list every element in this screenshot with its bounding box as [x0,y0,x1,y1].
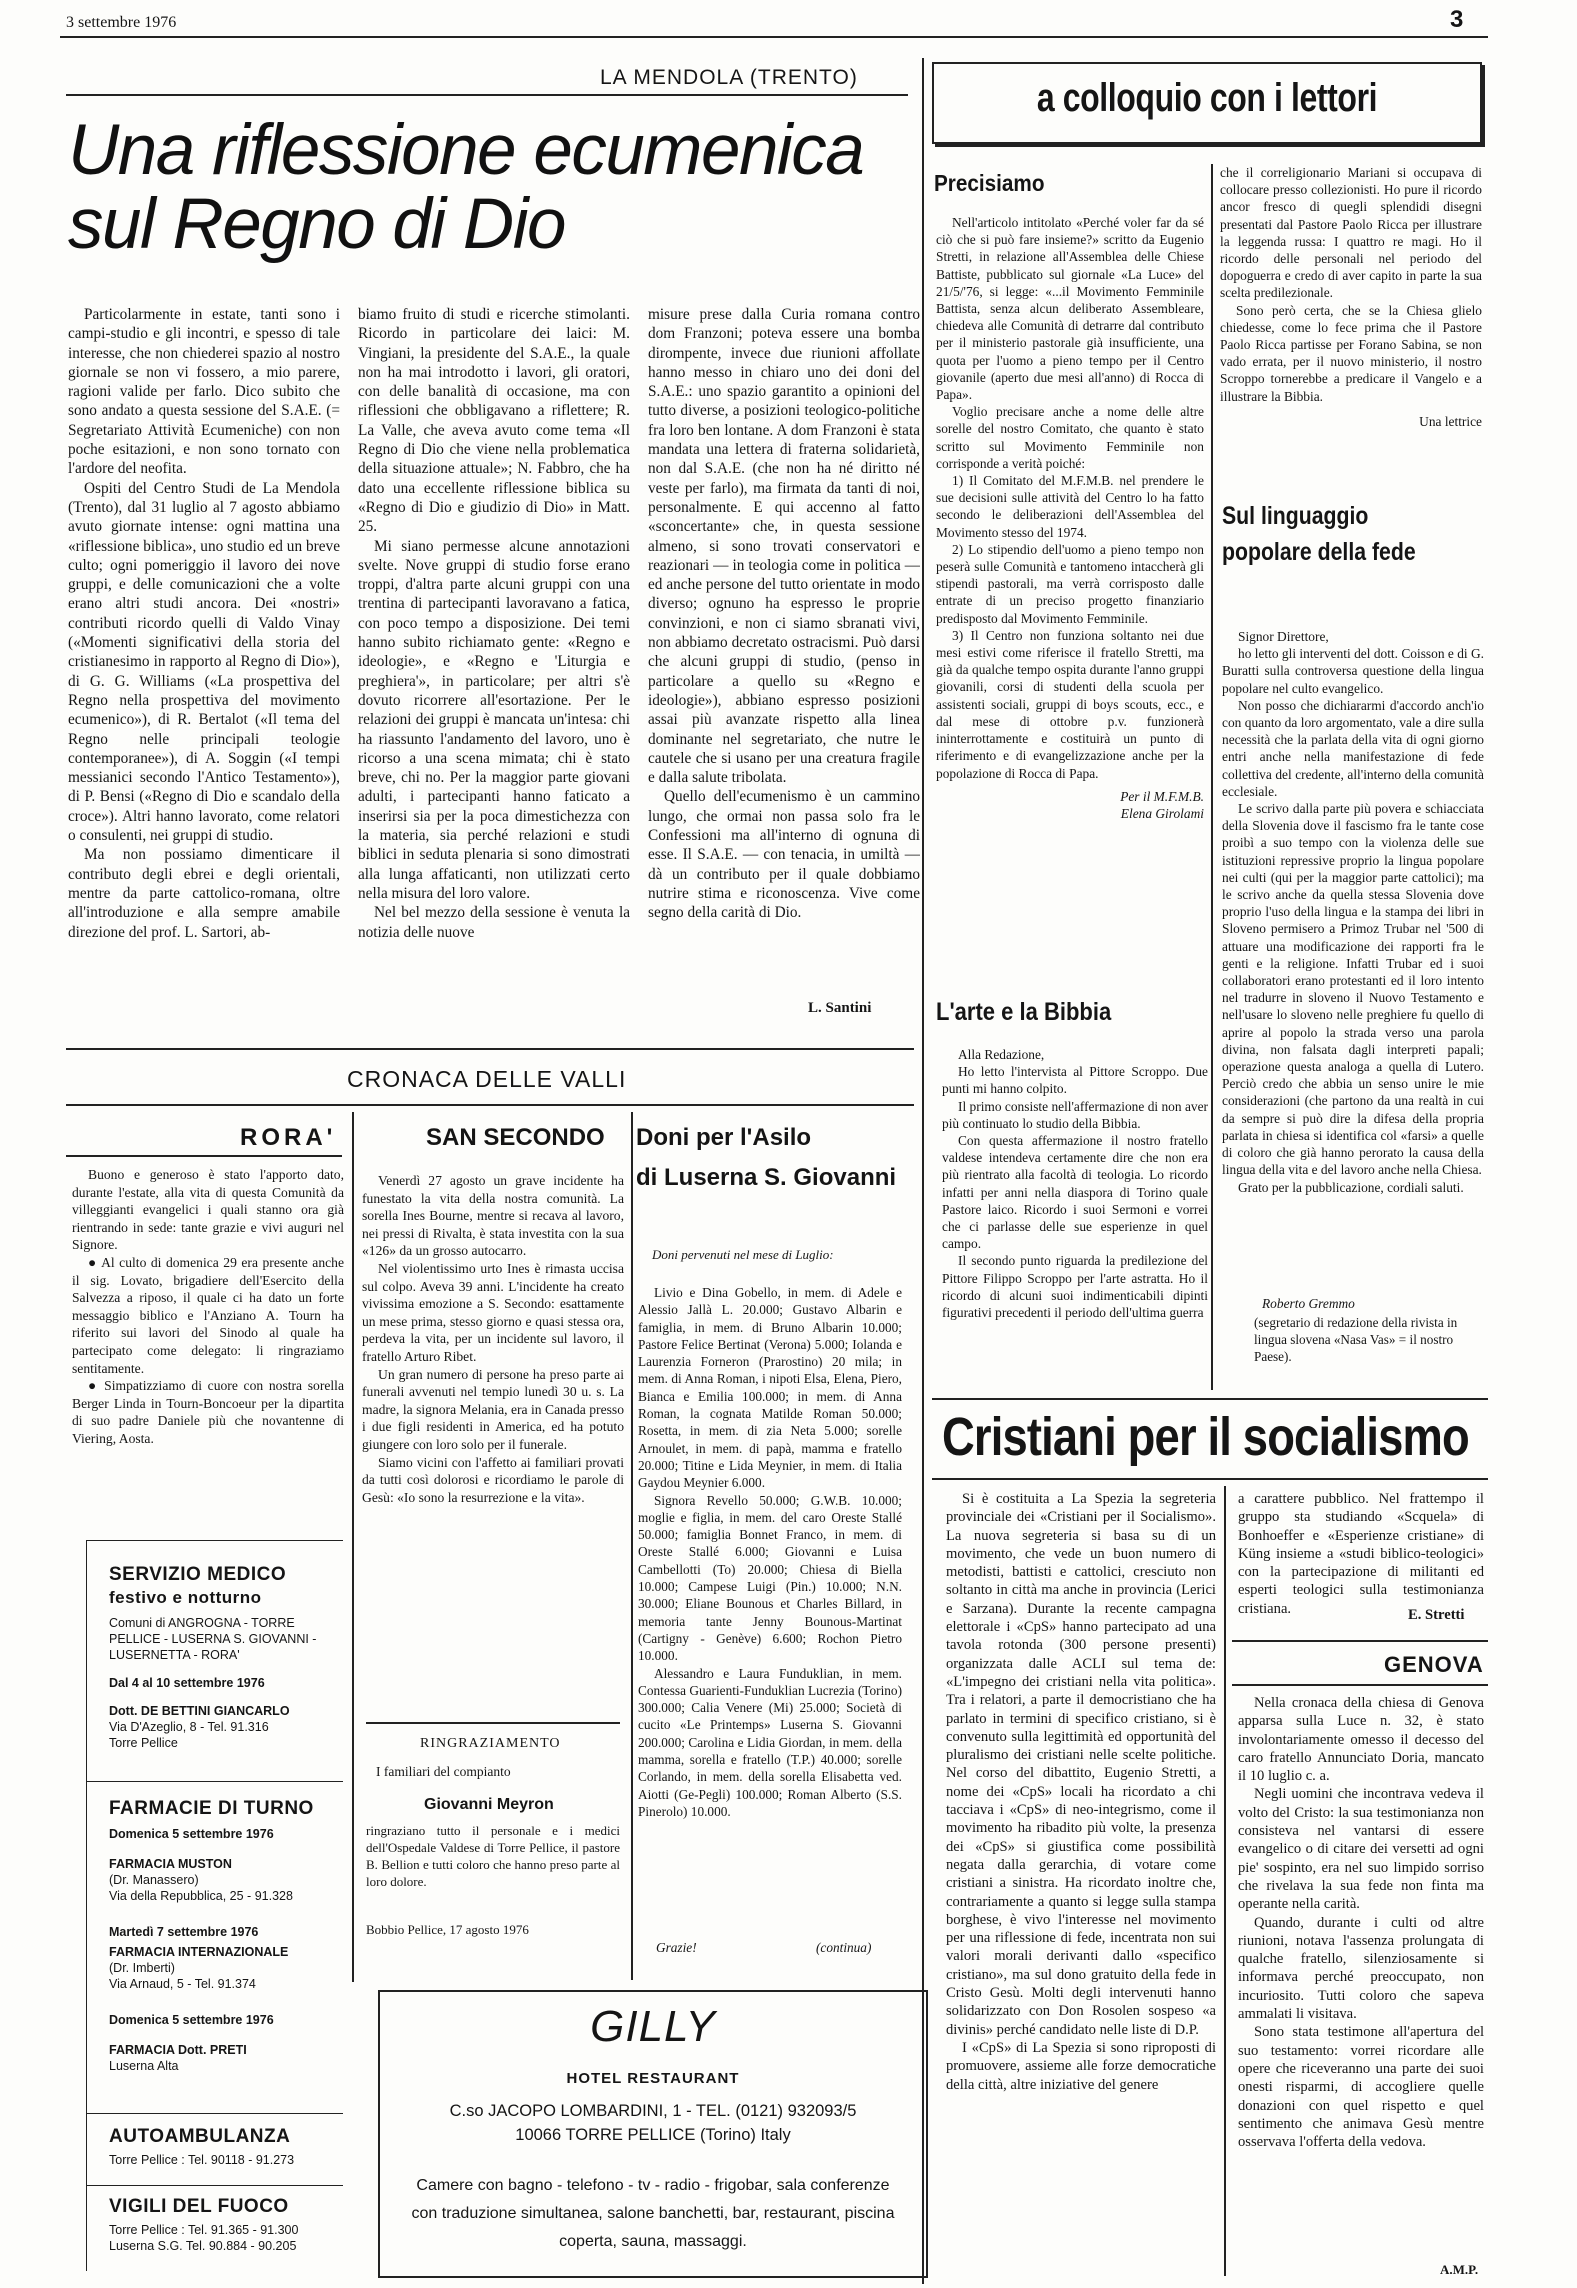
valli-section-title: CRONACA DELLE VALLI [347,1066,627,1092]
genova-title: GENOVA [1384,1652,1484,1677]
prec-paragraph: Nell'articolo intitolato «Perché voler far da sé ciò che si può fare insieme?» scritto da Eugenio Stretti, in relazione all'Assemblea delle Chiese Battiste, pubblicato sul giornale «La Luce» del 21/5/'76, si legge: «...il Movimento Femminile Battista, senza alcun deliberato Assembleare, chiedeva alle Comunità di detrarre dal contributo per il ministerio pastorale già insufficiente, una quota per l'uomo a pieno tempo per il Centro giovanile (aperto due mesi all'anno) di Rocca di Papa». [936,215,1204,403]
valli-divider [352,1112,354,1982]
fuoco-phone-2: Luserna S.G. Tel. 90.884 - 90.205 [109,2239,297,2253]
medico-subtitle: festivo e notturno [109,1588,262,1607]
farm2-address: Via Arnaud, 5 - Tel. 91.374 [109,1977,256,1991]
fuoco-phone-1: Torre Pellice : Tel. 91.365 - 91.300 [109,2223,299,2237]
secondo-title: SAN SECONDO [426,1124,605,1151]
ring-paragraph: ringraziano tutto il personale e i medici dell'Ospedale Valdese di Torre Pellice, il pastore B. Bellion e tutti coloro che hanno preso parte al loro dolore. [366,1823,620,1889]
doni-text [638,1284,902,1954]
main-paragraph: Quello dell'ecumenismo è un cammino lungo, che ormai non passa solo fra le Confessioni ma all'interno di ognuna di esse. Il S.A.E. — con tenacia, in umiltà — dà un contributo per il quale dobbiamo nutrire stima e riconoscenza. Vive come segno della carità di Dio. [648,788,920,922]
gilly-address-1: C.so JACOPO LOMBARDINI, 1 - TEL. (0121) 932093/5 [449,2102,857,2120]
genova-paragraph: Sono stata testimone all'apertura del suo testamento: vorrei ricordare alle opere che riceveranno una parte dei suoi onesti risparmi, di accogliere quelle donazioni con quel rispetto e quel sentimento che animava Gesù mentre osservava l'offerta della vedova. [1238,2024,1484,2151]
main-paragraph: Nel bel mezzo della sessione è venuta la notizia delle nuove [358,904,630,941]
page-number: 3 [1450,6,1464,33]
rora-paragraph: ● Simpatizziamo di cuore con nostra sorella Berger Linda in Tourn-Boncoeur per la dipartita di suo padre Daniele più che novantenne di Viering, Aosta. [72,1378,344,1446]
main-col-3 [648,305,920,1020]
genova-paragraph: Quando, durante i culti od altre riunioni, notava l'assenza prolungata di qualche fratello, silenziosamente si informava perché preoccupato, non incuriosito. Tutti coloro che sapeva ammalati li visitava. [1238,1914,1484,2023]
doni-subtitle: Doni pervenuti nel mese di Luglio: [652,1247,834,1262]
farm1-date: Domenica 5 settembre 1976 [109,1827,274,1841]
ring-sub: I familiari del compianto [376,1764,511,1779]
farm1-address: Via della Repubblica, 25 - 91.328 [109,1889,293,1903]
farm3-name: FARMACIA Dott. PRETI [109,2043,247,2057]
ring-name: Giovanni Meyron [424,1796,554,1813]
farm3-date: Domenica 5 settembre 1976 [109,2013,274,2027]
doni-continua: (continua) [816,1940,872,1955]
cps-paragraph: I «CpS» di La Spezia si sono riproposti di promuovere, assieme alle forze democratiche della città, altre iniziative del genere [946,2039,1216,2093]
cps-title: Cristiani per il socialismo [942,1407,1469,1467]
cps-paragraph: a carattere pubblico. Nel frattempo il gruppo sta studiando «Scquela» di Bonhoeffer e «Esperienze cristiane» di Küng insieme a «studi biblico-teologici» con la partecipazione di militanti ed esperti teologici sulla testimonianza cristiana. [1238,1491,1484,1617]
farm2-doctor: (Dr. Imberti) [109,1961,175,1975]
ling-paragraph: Grato per la pubblicazione, cordiali saluti. [1238,1179,1464,1195]
ring-place: Bobbio Pellice, 17 agosto 1976 [366,1922,529,1937]
lettori-divider [1211,164,1213,1390]
lettori-box-title: a colloquio con i lettori [1036,76,1378,120]
ring-title: RINGRAZIAMENTO [420,1736,561,1751]
prec-paragraph: 3) Il Centro non funziona soltanto nei due mesi estivi come riferisce il fratello Stretti, ma già da qualche tempo ospita durante l'anno gruppi giovanili, corsi di studenti della scuola per assistenti sociali, gruppi di boys scouts, ecc., e dal mese di ottobre p.v. funzionerà ininterrottamente e costituirà un punto di riferimento e di evangelizzazione anche per la popolazione di Rocca di Papa. [936,627,1204,781]
ling-signature-role: (segretario di redazione della rivista in lingua slovena «Nasa Vas» = il nostro Paese). [1254,1315,1458,1364]
secondo-paragraph: Siamo vicini con l'affetto ai familiari provati da tutti così dolorosi e ricordiamo le parole di Gesù: «Io sono la resurrezione e la vita». [362,1454,624,1505]
prec-signature-1: Per il M.F.M.B. [1120,788,1204,804]
main-paragraph: Ospiti del Centro Studi de La Mendola (Trento), dal 31 luglio al 7 agosto abbiamo avuto giornate intense: ogni mattina una «riflessione biblica», uno studio ed un breve culto; ogni pomeriggio il lavoro dei nove gruppi, e delle comunicazioni che a volte erano altri studi ancora. Dei «nostri» contributi ricordo quelli di Valdo Vinay («Momenti significativi della storia del cristianesimo in rapporto al Regno di Dio»), di G. G. Williams («La prospettiva del Regno nella prospettiva del movimento ecumenico»), di R. Bertalot («Il tema del Regno nelle principali teologie contemporanee»), di A. Soggin («I tempi messianici secondo l'Antico Testamento»), di P. Bensi («Regno di Dio e scandalo della croce»). Altri hanno lavorato, come relatori o consulenti, nei gruppi di studio. [68,479,340,845]
lettori-box [932,62,1482,144]
doni-paragraph: Alessandro e Laura Funduklian, in mem. Contessa Guarienti-Funduklian Lucrezia (Torino) 300.000; Calia Venere (Mi) 25.000; Società di cucito «Le Printemps» Luserna S. Giovanni 200.000; Carolina e Lidia Giordan, in mem. della mamma, sorella e fratello (T.P.) 40.000; sorelle Corlando, in mem. della sorella Elisabetta ved. Aiotti (Ge-Pegli) 100.000; Roman Alberto (S.S. Pinerolo) 10.000. [638,1665,902,1819]
doni-title-line2: di Luserna S. Giovanni [636,1164,897,1191]
lettori-col-2 [1220,164,1482,518]
ling-paragraph: ho letto gli interventi del dott. Coisson e di G. Buratti sulla controversa questione della lingua popolare nel culto evangelico. [1222,646,1484,696]
arte-text [942,1046,1208,1384]
doni-grazie: Grazie! [656,1940,697,1955]
prec-title: Precisiamo [934,170,1045,196]
secondo-paragraph: Nel violentissimo urto Ines è rimasta uccisa sul colpo. Aveva 39 anni. L'incidente ha creato vivissima emozione a S. Secondo: esattamente un mese prima, stesso giorno e quasi stessa ora, perdeva la vita, per un incidente sul lavoro, il fratello Arturo Ribet. [362,1260,624,1364]
services-box [86,1540,343,2271]
medico-address: Via D'Azeglio, 8 - Tel. 91.316 [109,1720,269,1734]
arte-paragraph: Il secondo punto riguarda la predilezione del Pittore Filippo Scroppo per l'arte astratta. Ho il ricordo di alcuni suoi indimenticabili dipinti figurativi precedenti il periodo dell'ultima guerra [942,1253,1208,1321]
secondo-text [362,1172,624,1720]
doni-paragraph: Signora Revello 50.000; G.W.B. 10.000; moglie e figlia, in mem. del caro Oreste Stallé 50.000; famiglia Bonnet Franco, in mem. di Oreste Stallé 6.000; Giovanni e Luisa Cambellotti (To) 20.000; Chiesa di Biella 10.000; Campese Luigi (Pin.) 10.000; N.N. 30.000; Eliane Bounous et Charles Billard, in memoria tante Jenny Bounous-Martinat (Cartigny - Genève) 6.600; Rochon Pietro 10.000. [638,1492,902,1664]
medico-title: SERVIZIO MEDICO [109,1564,287,1585]
prec-signature-2: Elena Girolami [1120,805,1204,821]
header-rule [60,36,1488,38]
medico-comuni: Comuni di ANGROGNA - TORRE PELLICE - LUSERNA S. GIOVANNI - LUSERNETTA - RORA' [109,1616,317,1662]
main-author: L. Santini [808,1000,872,1016]
issue-date: 3 settembre 1976 [66,14,177,31]
arte-cont-paragraph: Sono però certa, che se la Chiesa glielo chiedesse, come lo fece prima che il Pastore Paolo Ricca partisse per Forano Sabina, se non vado errata, per il nuovo ministerio, il nostro Scroppo tornerebbe a predicare il Vangelo e a illustrare la Bibbia. [1220,302,1482,404]
ling-title [1222,498,1416,570]
medico-doctor: Dott. DE BETTINI GIANCARLO [109,1704,290,1718]
cps-col-2 [1238,1490,1484,1624]
arte-title: L'arte e la Bibbia [936,998,1112,1026]
valli-divider [631,1112,633,1980]
kicker-rule [66,94,908,96]
ring-rule [366,1722,620,1724]
arte-paragraph: Il primo consiste nell'affermazione di non aver più continuato lo studio della Bibbia. [942,1098,1208,1131]
arte-paragraph: Con questa affermazione il nostro fratello valdese intendeva certamente dire che non era più rientrato alla facoltà di teologia. Lo ricordo infatti per anni nella diaspora di Torino quale Pastore laico. Ricordo i suoi Sermoni e vorrei che ci parlasse delle sue esperienze in quel campo. [942,1133,1208,1252]
arte-paragraph: Ho letto l'intervista al Pittore Scroppo. Due punti mi hanno colpito. [942,1064,1208,1097]
genova-rule-2 [1232,1684,1488,1686]
ling-paragraph: Non posso che dichiararmi d'accordo anch'io con quanto da loro argomentato, vale a dire sulla necessità che la parlata della vita di ogni giorno entri anche nella manifestazione di fede collettiva del credente, all'interno della comunità ecclesiale. [1222,697,1484,799]
main-paragraph: biamo fruito di studi e ricerche stimolanti. Ricordo in particolare dei laici: M. Vingiani, la presidente del S.A.E., la quale non ha mai introdotto i lavori, gli oratori, con delle banalità di occasione, ma con riflessioni che obbligavano a riflettere; R. La Valle, che aveva avuto come tema «Il Regno di Dio che viene nella problematica della situazione attuale»; N. Fabbro, che ha dato una eccellente riflessione biblica su «Regno di Dio e giudizio di Dio» in Matt. 25. [358,306,630,536]
ambulanza-phone: Torre Pellice : Tel. 90118 - 91.273 [109,2153,295,2167]
farm2-date: Martedì 7 settembre 1976 [109,1925,259,1939]
farm1-name: FARMACIA MUSTON [109,1857,232,1871]
genova-rule [1232,1640,1488,1642]
farm1-doctor: (Dr. Manassero) [109,1873,199,1887]
arte-signature: Una lettrice [1419,413,1482,429]
cps-rule [932,1398,1488,1400]
secondo-paragraph: Un gran numero di persone ha preso parte ai funerali avvenuti nel tempio lunedì 30 u. s. La madre, la signora Melania, era in Canada presso i due figli residenti in America, ed ha potuto giungere con loro solo per il funerale. [362,1366,624,1452]
main-title [68,111,864,264]
medico-town: Torre Pellice [109,1736,178,1750]
ambulanza-title: AUTOAMBULANZA [109,2126,291,2147]
prec-paragraph: Voglio precisare anche a nome delle altre sorelle del nostro Comitato, che quanto è stato scritto sul Movimento Femminile non corrisponde a verità poiché: [936,404,1204,471]
cps-col-1 [946,1490,1216,2280]
doni-title [636,1118,896,1198]
main-paragraph: misure prese dalla Curia romana contro dom Franzoni; poteva essere una bomba dirompente, invece due riunioni affollate hanno messo in chiaro uno dei doni del S.A.E.: uno spazio garantito a opinioni del tutto diverse, a posizioni teologico-politiche fra loro ben lontane. A dom Franzoni è stata mandata una lettera di fraterna solidarietà, non dal S.A.E. (che non ha né diritto né veste per farlo), ma firmata da tanti di noi, personalmente. E qui accenno al fatto «sconcertante» che, in questa sessione almeno, si sono trovati conservatori e reazionari — in teologia come in politica — ed anche persone del tutto orientate in modo diverso; ognuno ha espresso le proprie convinzioni, e non ci siamo sbranati vivi, non abbiamo decretato ostracismi. Può darsi che alcuni gruppi di studio, (penso in particolare a quello su «Regno e ideologie»), abbiano espresso posizioni assai più avanzate rispetto alla linea dominante nel segretariato, che nutre le cautele che si usano per una creatura fragile e dalla salute tribolata. [648,306,920,787]
main-col-2 [358,305,630,1020]
valli-rule-2 [66,1104,914,1106]
cps-paragraph: Si è costituita a La Spezia la segreteria provinciale dei «Cristiani per il Socialismo». La nuova segreteria si basa su di un movimento, che vede un buon numero di metodisti, battisti e cattolici, cresciuto non soltanto in città ma anche in provincia (Lerici e Sarzana). Durante la recente campagna elettorale i «CpS» hanno partecipato ad una tavola rotonda (300 persone presenti) organizzata dalle ACLI sul tema de: «L'impegno dei cristiani nella vita politica». Tra i relatori, a parte il democristiano che ha parlato in termini di specifico cristiano, si è convenuto sulla legittimità ed opportunità del pluralismo dei cristiani nelle scelte politiche. Nel corso del dibattito, Eugenio Stretti, a nome dei «CpS» locali ha ricordato a chi tacciava i «CpS» di neo-integrismo, come il movimento ha ribadito più volte, la presenza dei «CpS» si giustifica come possibilità negata dalla gerarchia, di votare come cristiani a sinistra. Ha ricordato inoltre che, contrariamente a quanto si legge sulla stampa borghese, è vivo l'interesse nel movimento per una riflessione di fede, incentrata non sui valori morali derivanti dallo «specifico cristiano», ma sul dono gratuito della fede in Cristo Gesù. Molti degli intervenuti hanno solidarizzato con Don Rosolen sospeso «a divinis» perché candidato nelle liste di D.P. [946,1491,1216,2038]
rora-title: RORA' [240,1124,337,1151]
gilly-name: GILLY [590,2002,716,2051]
ling-title-line2: popolare della fede [1222,538,1416,566]
cps-signature: E. Stretti [1408,1607,1465,1623]
gilly-subtitle: HOTEL RESTAURANT [566,2070,740,2087]
genova-paragraph: Negli uomini che incontrava vedeva il volto del Cristo: la sua testimonianza non consisteva nel vantarsi di essere evangelico o di citare dei versetti ad ogni pie' sospinto, era nel suo limpido sorriso che rivelava la sua fede non finta ma operante nella carità. [1238,1786,1484,1913]
doni-paragraph: Livio e Dina Gobello, in mem. di Adele e Alessio Jallà L. 20.000; Gustavo Albarin e famiglia, in mem. di Bruno Albarin 10.000; Pastore Felice Bertinat (Verona) 5.000; Iolanda e Laurenzia Forneron (Prarostino) 20 mila; in mem. di Anna Roman, i nipoti Elsa, Elena, Piero, Bianca e Emilia 100.000; in mem. di Anna Roman, la cognata Matilde Roman 50.000; Rosetta, in mem. di zia Neta 5.000; sorelle Arnoulet, in mem. di papà, mamma e fratello 20.000; Titine e Lida Meynier, in mem. di Italia Gaydou Meynier 6.000. [638,1285,902,1491]
farm2-name: FARMACIA INTERNAZIONALE [109,1945,289,1959]
gilly-description: Camere con bagno - telefono - tv - radio - frigobar, sala conferenze con traduzione simultanea, salone banchetti, bar, restaurant, piscina coperta, sauna, massaggi. [411,2177,895,2250]
fuoco-title: VIGILI DEL FUOCO [109,2196,289,2217]
main-kicker: LA MENDOLA (TRENTO) [600,66,858,89]
cps-rule-2 [932,1478,1488,1480]
farmacie-title: FARMACIE DI TURNO [109,1798,314,1819]
valli-rule [66,1048,914,1050]
rora-rule [66,1155,342,1157]
rora-text [72,1166,344,1530]
ling-paragraph: Signor Direttore, [1238,629,1329,644]
ling-paragraph: Le scrivo dalla parte più povera e schiacciata della Slovenia dove il fascismo fra le tante cose proibì a suo tempo con la violenza delle sue istituzioni repressive proprio la lingua popolare nei culti (qui per la maggior parte cattolici); ma le scrivo anche da quella stessa Slovenia dove proprio l'uso della lingua e la stampa dei libri in Sloveno permisero a Primoz Trubar nel '500 di attuare una modificazione dei rapporti fra le genti e la religione. Infatti Trubar ed i suoi collaboratori erano protestanti ed il loro intento nel tradurre in sloveno il Nuovo Testamento e nell'usare lo sloveno nelle preghiere fu quello di aprire al popolo la strada verso una parola divina, non falsata dagli interpreti papali; operazione questa analoga a quella di Lutero. Perciò credo che abbia un senso unire le mie considerazioni (che partono da una realtà in cui da sempre si può dire la difesa della propria parlata in chiesa si identifica col «farsi» a quelle di coloro che già hanno perorato la causa della lingua della vita e del lavoro anche nella Chiesa. [1222,801,1484,1178]
farm3-address: Luserna Alta [109,2059,179,2073]
prec-text [936,214,1204,954]
ling-title-line1: Sul linguaggio [1222,502,1369,530]
main-paragraph: Ma non possiamo dimenticare il contributo degli ebrei e degli orientali, mentre da parte cattolico-romana, oltre all'introduzione e alla sempre amabile direzione del prof. L. Sartori, ab- [68,846,340,941]
main-title-line2: sul Regno di Dio [68,185,565,264]
rora-paragraph: ● Al culto di domenica 29 era presente anche il sig. Lovato, brigadiere dell'Esercito della Salvezza a riposo, il quale ci ha dato un forte messaggio biblico e l'Anziano A. Tourn ha riferito sui lavori del Sinodo al quale ha partecipato come delegato: li ringraziamo sentitamente. [72,1254,344,1376]
ling-text [1222,628,1484,1296]
medico-dates: Dal 4 al 10 settembre 1976 [109,1676,265,1690]
arte-cont-paragraph: che il correligionario Mariani si occupava di collocare presso collezionisti. Ho pure il ricordo ancor fresco di quegli splendidi disegni presentati dal Pastore Paolo Ricca per illustrare la leggenda russa: I quattro re magi. Ho il ricordo delle personali nel periodo del dopoguerra e credo di aver capito in parte la sua scelta predilezionale. [1220,165,1482,301]
ring-text [366,1822,620,1898]
column-divider [922,58,924,2284]
genova-signature: A.M.P. [1440,2262,1479,2277]
main-title-line1: Una riflessione ecumenica [68,111,864,190]
ling-signature-name: Roberto Gremmo [1262,1296,1355,1311]
genova-text [1238,1694,1484,2264]
main-paragraph: Particolarmente in estate, tanti sono i campi-studio e gli incontri, e spesso di tale interesse, che non chiederei spazio al nostro giornale se non vi fossero, a mio parere, ragioni valide per farlo. Dico subito che sono andato a questa sessione del S.A.E. (= Segretariato Attività Ecumeniche) con non poche esitazioni, e non sono tornato con l'ardore del neofita. [68,306,340,478]
gilly-ad [378,1990,928,2278]
prec-paragraph: 2) Lo stipendio dell'uomo a pieno tempo non peserà sulle Comunità e tantomeno intaccherà gli stipendi pastorali, ma verrà corrisposto dalle entrate di un preciso progetto finanziario predisposto dal Movimento Femminile. [936,541,1204,626]
doni-title-line1: Doni per l'Asilo [636,1124,812,1151]
rora-paragraph: Buono e generoso è stato l'apporto dato, durante l'estate, alla vita di questa Comunità da villeggianti evangelici i quali stanno ora già rientrando in sede: tante grazie e vivi auguri nel Signore. [72,1167,344,1253]
main-paragraph: Mi siano permesse alcune annotazioni svelte. Nove gruppi di studio forse erano troppi, d'altra parte alcuni gruppi con una trentina di partecipanti lavoravano a fatica, con poco tempo a disposizione. Dei temi hanno subito richiamato gente: «Regno e ideologie», e «Regno e 'Liturgia e preghiera'», in particolare; per altri s'è dovuto ricorrere all'esortazione. Per le relazioni dei gruppi è mancata un'intesa: chi ha riassunto l'andamento del lavoro, uno è ricorso a una scena mimata; chi è stato breve, chi no. Per la maggior parte giovani adulti, i partecipanti hanno faticato a inserirsi sia per la poca dimestichezza con la materia, sia perché relazioni e studi biblici in seduta plenaria si sono dimostrati alla lunga affaticanti, non utilizzati certo nella misura del loro valore. [358,537,630,902]
prec-paragraph: 1) Il Comitato del M.F.M.B. nel prendere le sue decisioni sulle attività del Centro lo ha fatto secondo le deliberazioni dell'Assemblea del Movimento stesso del 1974. [936,473,1204,540]
main-col-1 [68,305,340,1020]
cps-divider [1224,1486,1226,2276]
arte-paragraph: Alla Redazione, [958,1047,1045,1062]
gilly-address-2: 10066 TORRE PELLICE (Torino) Italy [515,2126,791,2144]
genova-paragraph: Nella cronaca della chiesa di Genova apparsa sulla Luce n. 32, è stato involontariamente omesso il decesso del caro fratello Annunciato Doria, mancato il 10 luglio c. a. [1238,1695,1484,1785]
secondo-paragraph: Venerdì 27 agosto un grave incidente ha funestato la vita della nostra comunità. La sorella Ines Bourne, mentre si recava al lavoro, nei pressi di Rivalta, è stata investita con la sua «126» da un grosso autocarro. [362,1173,624,1259]
